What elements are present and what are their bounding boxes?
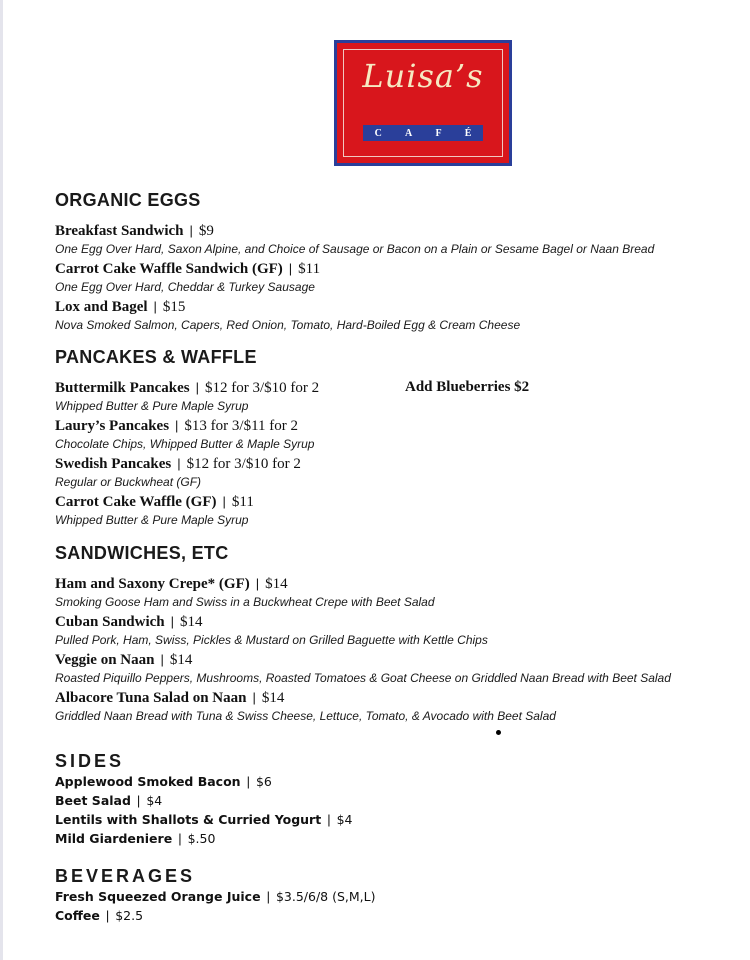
item-name: Carrot Cake Waffle (GF) xyxy=(55,494,217,510)
item-name-line xyxy=(55,650,735,670)
menu-list xyxy=(55,378,735,529)
cafe-logo xyxy=(334,40,512,166)
item-price: $14 xyxy=(169,652,193,668)
item-description: Whipped Butter & Pure Maple Syrup xyxy=(55,513,249,527)
menu-item xyxy=(55,221,735,258)
item-name: Mild Giardeniere xyxy=(55,831,173,846)
item-name: Veggie on Naan xyxy=(55,652,155,668)
item-name: Albacore Tuna Salad on Naan xyxy=(55,690,247,706)
menu-list xyxy=(55,221,735,334)
section-title: SANDWICHES, ETC xyxy=(55,543,229,563)
item-name: Coffee xyxy=(55,908,100,923)
item-name: Fresh Squeezed Orange Juice xyxy=(55,889,261,904)
item-name-line xyxy=(55,221,735,241)
item-name: Laury’s Pancakes xyxy=(55,418,170,434)
item-name: Applewood Smoked Bacon xyxy=(55,774,241,789)
item-description: Smoking Goose Ham and Swiss in a Buckwheat Crepe with Beet Salad xyxy=(55,595,435,609)
item-price: $11 xyxy=(298,261,321,277)
side-item xyxy=(55,810,735,829)
item-name-line xyxy=(55,416,735,436)
item-price: $13 for 3/$11 for 2 xyxy=(184,418,299,434)
section-title: SIDES xyxy=(55,751,125,771)
item-name-line xyxy=(55,454,735,474)
logo-cafe-bar xyxy=(363,125,483,141)
item-description: One Egg Over Hard, Cheddar & Turkey Sausage xyxy=(55,280,315,294)
item-name: Lox and Bagel xyxy=(55,299,148,315)
item-price: $6 xyxy=(255,774,272,789)
item-price: $12 for 3/$10 for 2 xyxy=(204,380,320,396)
section-title: BEVERAGES xyxy=(55,866,196,886)
item-price: $14 xyxy=(180,614,203,630)
price-separator: | xyxy=(178,831,182,846)
bullet-dot xyxy=(496,730,501,735)
item-price: $3.5/6/8 (S,M,L) xyxy=(275,889,376,904)
item-description: Chocolate Chips, Whipped Butter & Maple Syrup xyxy=(55,437,315,451)
price-separator: | xyxy=(136,793,141,808)
item-price: $4 xyxy=(336,812,353,827)
item-name-line xyxy=(55,492,735,512)
addon-note: Add Blueberries $2 xyxy=(405,379,530,395)
logo-script-text: Luisa’s xyxy=(362,57,484,95)
item-price: $15 xyxy=(162,299,186,315)
item-description: Whipped Butter & Pure Maple Syrup xyxy=(55,399,249,413)
page-edge xyxy=(0,0,3,960)
item-price: $2.5 xyxy=(115,908,144,923)
menu-item xyxy=(55,612,735,649)
item-description: Roasted Piquillo Peppers, Mushrooms, Roasted Tomatoes & Goat Cheese on Griddled Naan Bread with Beet Salad xyxy=(55,671,671,685)
beverages-list xyxy=(55,887,735,925)
item-price: $9 xyxy=(198,223,214,239)
price-separator: | xyxy=(327,812,331,827)
item-name: Swedish Pancakes xyxy=(55,456,172,472)
logo-letter: F xyxy=(435,127,442,139)
item-price: $11 xyxy=(231,494,254,510)
item-price: $14 xyxy=(261,690,285,706)
price-separator: | xyxy=(255,576,260,591)
menu-item xyxy=(55,297,735,334)
item-name-line xyxy=(55,259,735,279)
price-separator: | xyxy=(175,418,179,433)
item-price: $.50 xyxy=(187,831,216,846)
side-item xyxy=(55,829,735,848)
price-separator: | xyxy=(246,774,250,789)
item-name: Ham and Saxony Crepe* (GF) xyxy=(55,576,250,592)
menu-item xyxy=(55,688,735,725)
menu-list xyxy=(55,574,735,725)
section-organic-eggs xyxy=(55,189,735,335)
menu-item xyxy=(55,416,735,453)
section-sandwiches xyxy=(55,542,735,726)
logo-letter: É xyxy=(464,127,472,139)
logo-letter: A xyxy=(405,127,413,139)
item-name-line xyxy=(55,378,735,398)
item-price: $14 xyxy=(265,576,288,592)
item-price: $12 for 3/$10 for 2 xyxy=(186,456,301,472)
menu-item xyxy=(55,378,735,415)
side-item xyxy=(55,772,735,791)
logo-letter: C xyxy=(374,127,382,139)
item-name: Lentils with Shallots & Curried Yogurt xyxy=(55,812,322,827)
item-description: Griddled Naan Bread with Tuna & Swiss Cheese, Lettuce, Tomato, & Avocado with Beet Salad xyxy=(55,709,556,723)
item-name: Carrot Cake Waffle Sandwich (GF) xyxy=(55,261,283,277)
menu-item xyxy=(55,454,735,491)
item-description: Nova Smoked Salmon, Capers, Red Onion, Tomato, Hard-Boiled Egg & Cream Cheese xyxy=(55,318,521,332)
section-sides xyxy=(55,750,735,848)
item-name-line xyxy=(55,688,735,708)
section-beverages xyxy=(55,865,735,925)
beverage-item xyxy=(55,906,735,925)
price-separator: | xyxy=(195,380,199,395)
item-name-line xyxy=(55,574,735,594)
item-name: Buttermilk Pancakes xyxy=(55,380,190,396)
menu-item xyxy=(55,492,735,529)
section-pancakes-waffle xyxy=(55,346,735,530)
price-separator: | xyxy=(105,908,110,923)
item-description: One Egg Over Hard, Saxon Alpine, and Choice of Sausage or Bacon on a Plain or Sesame Bagel or Naan Bread xyxy=(55,242,655,256)
price-separator: | xyxy=(252,690,256,705)
item-name-line xyxy=(55,297,735,317)
sides-list xyxy=(55,772,735,848)
menu-item xyxy=(55,650,735,687)
menu-item xyxy=(55,259,735,296)
price-separator: | xyxy=(160,652,164,667)
item-description: Regular or Buckwheat (GF) xyxy=(55,475,202,489)
price-separator: | xyxy=(266,889,270,904)
price-separator: | xyxy=(153,299,157,314)
item-name: Breakfast Sandwich xyxy=(55,223,184,239)
price-separator: | xyxy=(189,223,193,238)
price-separator: | xyxy=(177,456,181,471)
section-title: ORGANIC EGGS xyxy=(55,190,201,210)
item-name: Beet Salad xyxy=(55,793,131,808)
side-item xyxy=(55,791,735,810)
price-separator: | xyxy=(222,494,226,509)
menu-item xyxy=(55,574,735,611)
price-separator: | xyxy=(170,614,175,629)
beverage-item xyxy=(55,887,735,906)
item-price: $4 xyxy=(146,793,163,808)
price-separator: | xyxy=(288,261,293,276)
item-name: Cuban Sandwich xyxy=(55,614,165,630)
item-description: Pulled Pork, Ham, Swiss, Pickles & Mustard on Grilled Baguette with Kettle Chips xyxy=(55,633,488,647)
item-name-line xyxy=(55,612,735,632)
section-title: PANCAKES & WAFFLE xyxy=(55,347,257,367)
